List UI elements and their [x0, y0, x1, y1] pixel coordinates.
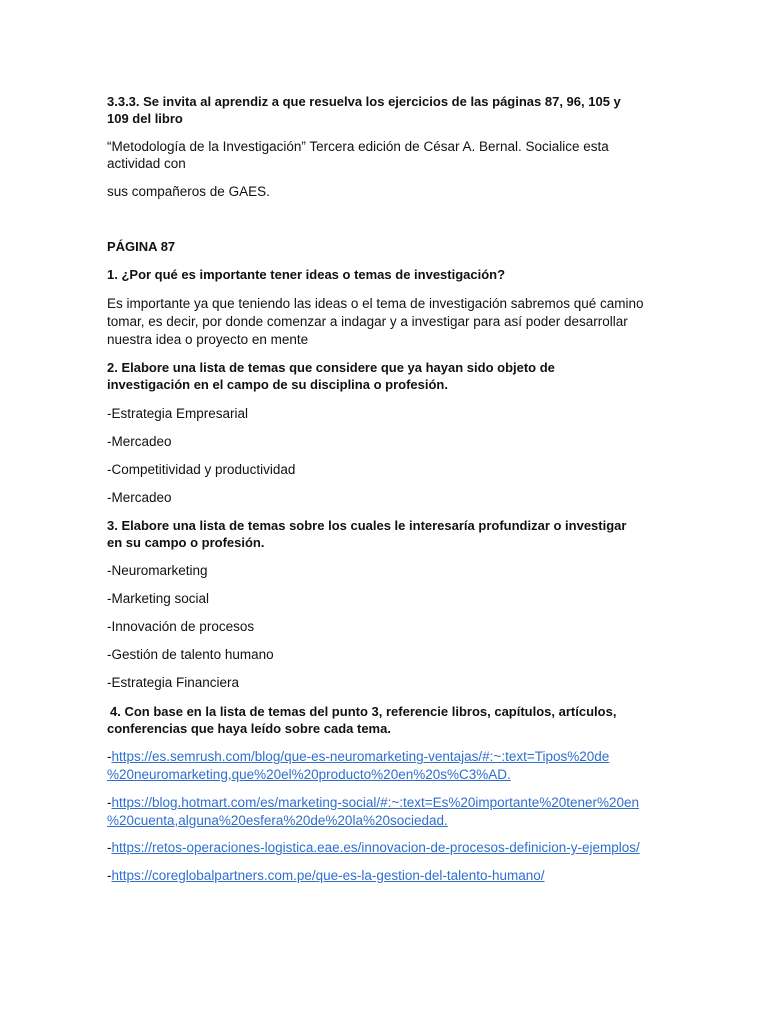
reference-link-1-continuation[interactable]: %20neuromarketing,que%20el%20producto%20en%20s%C3%AD.: [107, 767, 511, 782]
question-2-line1: 2. Elabore una lista de temas que considere que ya hayan sido objeto de: [107, 360, 555, 375]
list-3-item: -Marketing social: [107, 591, 210, 606]
intro-paragraph-line1: “Metodología de la Investigación” Tercera edición de César A. Bernal. Socialice esta: [107, 139, 609, 154]
reference-link-4-row: [107, 867, 667, 884]
list-2-item: -Estrategia Empresarial: [107, 406, 249, 421]
intro-paragraph-line2: actividad con: [107, 156, 186, 171]
reference-link-2[interactable]: https://blog.hotmart.com/es/marketing-social/#:~:text=Es%20importante%20tener%20en: [111, 795, 640, 810]
dash-marker: -: [107, 795, 112, 810]
reference-link-4[interactable]: https://coreglobalpartners.com.pe/que-es-la-gestion-del-talento-humano/: [111, 868, 545, 883]
answer-1-line1: Es importante ya que teniendo las ideas o el tema de investigación sabremos qué camino: [107, 296, 644, 311]
answer-1-line2: tomar, es decir, por donde comenzar a indagar y a investigar para así poder desarrollar: [107, 314, 628, 329]
list-3-item: -Gestión de talento humano: [107, 647, 274, 662]
page-87-title: PÁGINA 87: [107, 239, 176, 254]
reference-link-2-line2-row: [107, 812, 667, 829]
reference-link-3[interactable]: https://retos-operaciones-logistica.eae.es/innovacion-de-procesos-definicion-y-ejemplos/: [111, 840, 640, 855]
dash-marker: -: [107, 749, 112, 764]
question-3-line2: en su campo o profesión.: [107, 535, 265, 550]
answer-1-line3: nuestra idea o proyecto en mente: [107, 332, 309, 347]
dash-marker: -: [107, 840, 112, 855]
list-3-item: -Neuromarketing: [107, 563, 208, 578]
dash-marker: -: [107, 868, 112, 883]
question-4-line2: conferencias que haya leído sobre cada tema.: [107, 721, 391, 736]
reference-link-2-continuation[interactable]: %20cuenta,alguna%20esfera%20de%20la%20sociedad.: [107, 813, 448, 828]
reference-link-2-line1-row: [107, 794, 667, 811]
question-4-line1: 4. Con base en la lista de temas del punto 3, referencie libros, capítulos, artículos,: [110, 704, 617, 719]
question-3-line1: 3. Elabore una lista de temas sobre los cuales le interesaría profundizar o investigar: [107, 518, 627, 533]
list-2-item: -Competitividad y productividad: [107, 462, 296, 477]
reference-link-1-line2-row: [107, 766, 667, 783]
intro-paragraph2: sus compañeros de GAES.: [107, 184, 270, 199]
list-3-item: -Estrategia Financiera: [107, 675, 240, 690]
section-heading-line1: 3.3.3. Se invita al aprendiz a que resuelva los ejercicios de las páginas 87, 96, 105 y: [107, 94, 621, 109]
list-2-item: -Mercadeo: [107, 490, 172, 505]
question-1: 1. ¿Por qué es importante tener ideas o temas de investigación?: [107, 267, 506, 282]
question-2-line2: investigación en el campo de su disciplina o profesión.: [107, 377, 448, 392]
list-2-item: -Mercadeo: [107, 434, 172, 449]
reference-link-1-line1-row: [107, 748, 667, 765]
list-3-item: -Innovación de procesos: [107, 619, 255, 634]
section-heading-line2: 109 del libro: [107, 111, 183, 126]
reference-link-1[interactable]: https://es.semrush.com/blog/que-es-neuromarketing-ventajas/#:~:text=Tipos%20de: [111, 749, 610, 764]
reference-link-3-row: [107, 839, 667, 856]
